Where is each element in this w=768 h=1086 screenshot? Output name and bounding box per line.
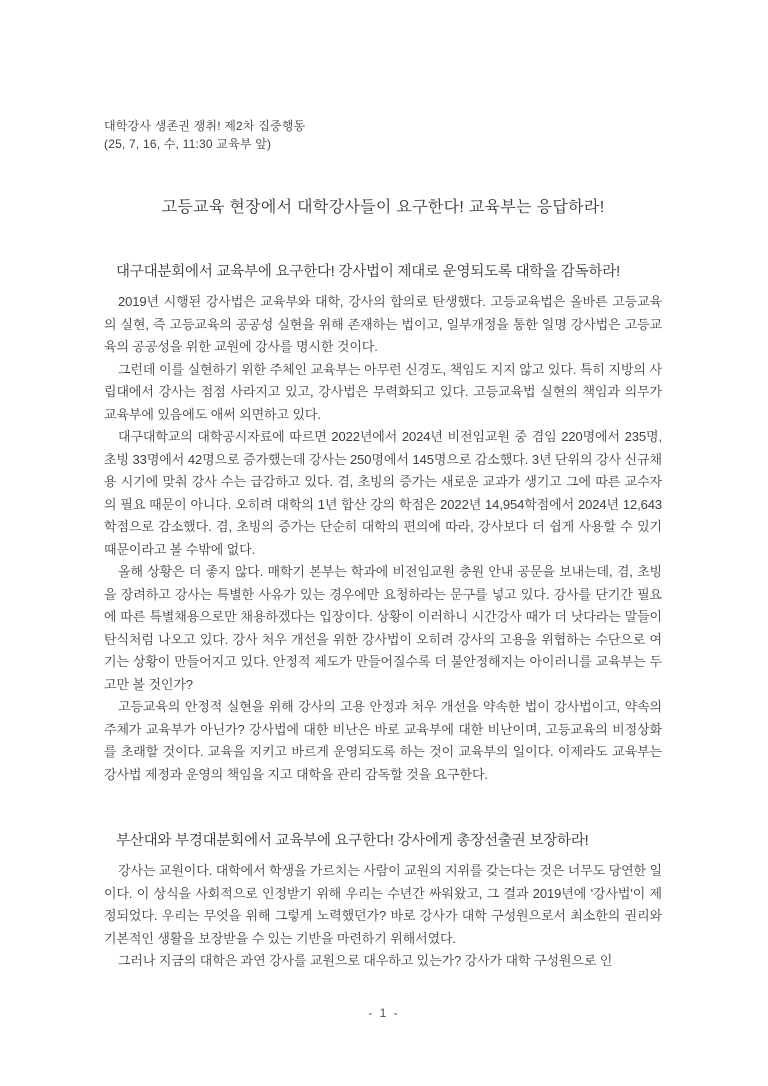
paragraph: 대구대학교의 대학공시자료에 따르면 2022년에서 2024년 비전임교원 중 겸임 220명에서 235명, 초빙 33명에서 42명으로 증가했는데 강사는 250명에서 145명으로 감소했다. 3년 단위의 강사 신규채용 시기에 맞춰 강사 수는 급감하고 있다. 겸, 초빙의 증가는 새로운 교과가 생기고 그에 따른 교수자의 필요 때문이 아니다. 오히려 대학의 1년 합산 강의 학점은 2022년 14,954학점에서 2024년 12,643학점으로 감소했다. 겸, 초빙의 증가는 단순히 대학의 편의에 따라, 강사보다 더 쉽게 사용할 수 있기 때문이라고 볼 수밖에 없다. [104, 429, 662, 557]
paragraph: 올해 상황은 더 좋지 않다. 매학기 본부는 학과에 비전임교원 충원 안내 공문을 보내는데, 겸, 초빙을 장려하고 강사는 특별한 사유가 있는 경우에만 요청하라는 문구를 넣고 있다. 강사를 단기간 필요에 따른 특별채용으로만 채용하겠다는 입장이다. 상황이 이러하니 시간강사 때가 더 낫다라는 말들이 탄식처럼 나오고 있다. 강사 처우 개선을 위한 강사법이 오히려 강사의 고용을 위협하는 수단으로 여기는 상황이 만들어지고 있다. 안정적 제도가 만들어질수록 더 불안정해지는 아이러니를 교육부는 두고만 볼 것인가? [104, 564, 662, 692]
paragraph: 강사는 교원이다. 대학에서 학생을 가르치는 사람이 교원의 지위를 갖는다는 것은 너무도 당연한 일이다. 이 상식을 사회적으로 인정받기 위해 우리는 수년간 싸워왔고, 그 결과 2019년에 '강사법'이 제정되었다. 우리는 무엇을 위해 그렇게 노력했던가? 바로 강사가 대학 구성원으로서 최소한의 권리와 기본적인 생활을 보장받을 수 있는 기반을 마련하기 위해서였다. [104, 863, 662, 946]
page-number: - 1 - [368, 1006, 400, 1020]
event-title-line: 대학강사 생존권 쟁취! 제2차 집중행동 [104, 119, 306, 133]
paragraph: 그러나 지금의 대학은 과연 강사를 교원으로 대우하고 있는가? 강사가 대학 구성원으로 인 [118, 953, 613, 968]
document-header [104, 118, 662, 153]
page-title: 고등교육 현장에서 대학강사들이 요구한다! 교육부는 응답하라! [161, 199, 605, 216]
event-datetime-line: (25, 7, 16, 수, 11:30 교육부 앞) [104, 136, 272, 151]
paragraph: 그런데 이를 실현하기 위한 주체인 교육부는 아무런 신경도, 책임도 지지 않고 있다. 특히 지방의 사립대에서 강사는 점점 사라지고 있고, 강사법은 무력화되고 있다. 고등교육법 실현의 책임과 의무가 교육부에 있음에도 애써 외면하고 있다. [104, 361, 662, 422]
section-busan-heading: 부산대와 부경대분회에서 교육부에 요구한다! 강사에게 총장선출권 보장하라! [116, 833, 589, 849]
paragraph: 고등교육의 안정적 실현을 위해 강사의 고용 안정과 처우 개선을 약속한 법이 강사법이고, 약속의 주체가 교육부가 아닌가? 강사법에 대한 비난은 바로 교육부에 대한 비난이며, 고등교육의 비정상화를 초래할 것이다. 교육을 지키고 바르게 운영되도록 하는 것이 교육부의 일이다. 이제라도 교육부는 강사법 제정과 운영의 책임을 지고 대학을 관리 감독할 것을 요구한다. [104, 699, 662, 782]
section-daegu-branch [104, 260, 662, 786]
paragraph: 2019년 시행된 강사법은 교육부와 대학, 강사의 합의로 탄생했다. 고등교육법은 올바른 고등교육의 실현, 즉 고등교육의 공공성 실현을 위해 존재하는 법이고, 일부개정을 통한 일명 강사법은 고등교육의 공공성을 위한 교원에 강사를 명시한 것이다. [104, 294, 662, 354]
section-daegu-heading: 대구대분회에서 교육부에 요구한다! 강사법이 제대로 운영되도록 대학을 감독하라! [116, 264, 620, 280]
section-busan-branch [104, 829, 662, 973]
